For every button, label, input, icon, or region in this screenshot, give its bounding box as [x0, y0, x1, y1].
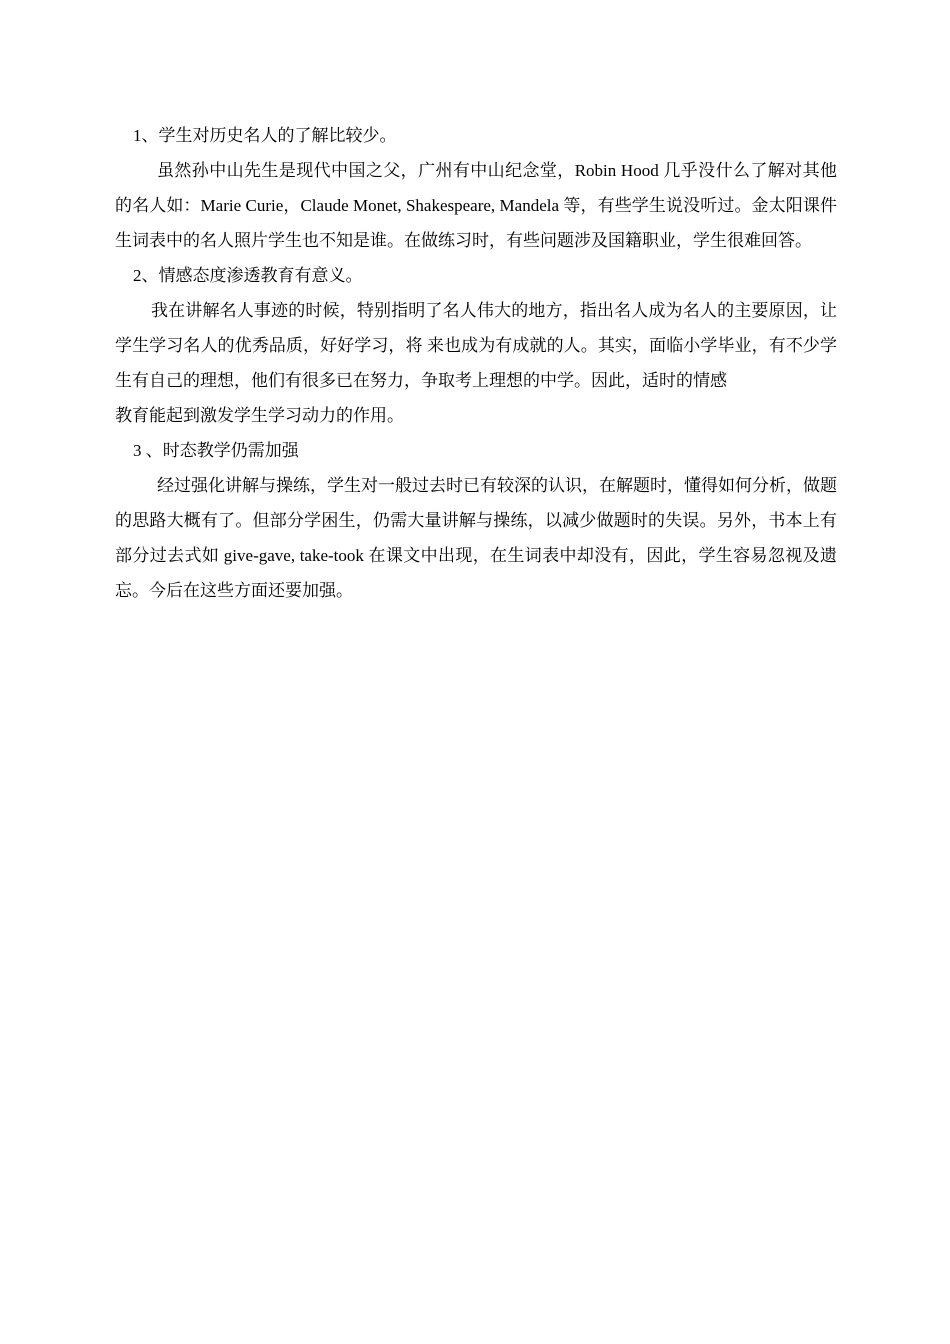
- section-heading-3: 3 、时态教学仍需加强: [133, 441, 299, 460]
- section-paragraph-2: 我在讲解名人事迹的时候，特别指明了名人伟大的地方，指出名人成为名人的主要原因，让学生学习名人的优秀品质，好好学习，将 来也成为有成就的人。其实，面临小学毕业，有不少学生有自己的理想，他们有很多已在努力，争取考上理想的中学。因此，适时的情感: [115, 301, 837, 390]
- document-body: [115, 118, 837, 608]
- section-paragraph-3: 经过强化讲解与操练，学生对一般过去时已有较深的认识，在解题时，懂得如何分析，做题的思路大概有了。但部分学困生，仍需大量讲解与操练，以减少做题时的失误。另外，书本上有部分过去式如 give-gave, take-took 在课文中出现，在生词表中却没有，因此，学生容易忽视及遗忘。今后在这些方面还要加强。: [115, 476, 837, 600]
- section-paragraph-2-continuation: 教育能起到激发学生学习动力的作用。: [115, 406, 404, 425]
- section-heading-2: 2、情感态度渗透教育有意义。: [133, 266, 363, 285]
- section-paragraph-1: 虽然孙中山先生是现代中国之父，广州有中山纪念堂，Robin Hood 几乎没什么了解对其他的名人如：Marie Curie，Claude Monet, Shakespeare, Mandela 等，有些学生说没听过。金太阳课件生词表中的名人照片学生也不知是谁。在做练习时，有些问题涉及国籍职业，学生很难回答。: [115, 161, 837, 250]
- section-heading-1: 1、学生对历史名人的了解比较少。: [133, 126, 397, 145]
